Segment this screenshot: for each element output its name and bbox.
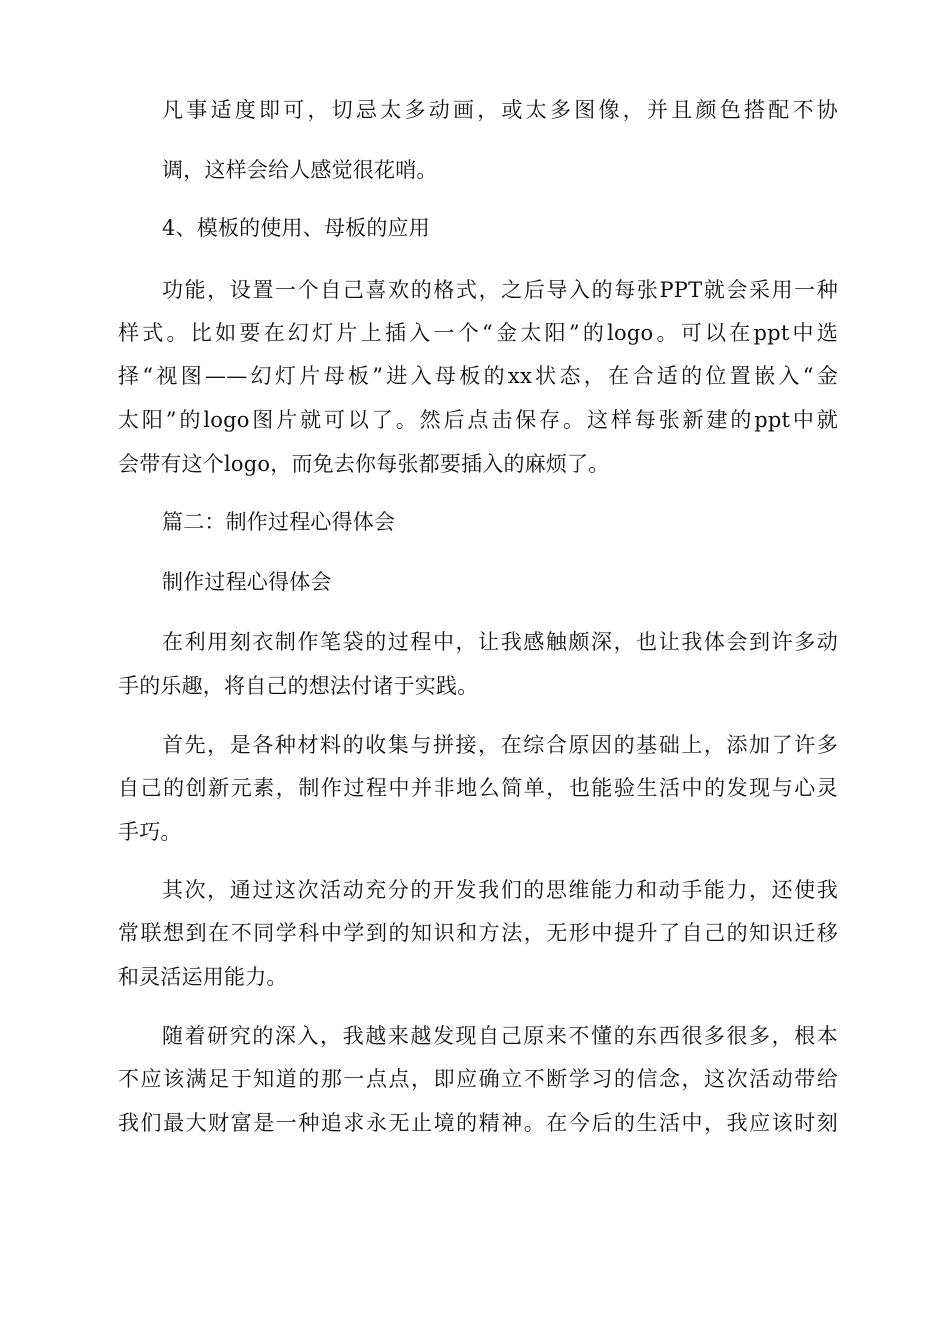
paragraph-line: 功能，设置一个自己喜欢的格式，之后导入的每张PPT就会采用一种 <box>162 278 838 302</box>
paragraph-line: 不应该满足于知道的那一点点，即应确立不断学习的信念，这次活动带给 <box>118 1067 838 1091</box>
paragraph-line: 调，这样会给人感觉很花哨。 <box>162 158 438 182</box>
paragraph-line: 凡事适度即可，切忌太多动画，或太多图像，并且颜色搭配不协 <box>162 98 838 122</box>
paragraph-line: 会带有这个logo，而免去你每张都要插入的麻烦了。 <box>118 452 610 476</box>
chapter-heading: 篇二：制作过程心得体会 <box>162 510 396 534</box>
paragraph-line: 常联想到在不同学科中学到的知识和方法，无形中提升了自己的知识迁移 <box>118 921 838 945</box>
paragraph-line: 自己的创新元素，制作过程中并非地么简单，也能验生活中的发现与心灵 <box>118 776 838 800</box>
section-heading: 4、模板的使用、母板的应用 <box>162 216 430 240</box>
paragraph-line: 随着研究的深入，我越来越发现自己原来不懂的东西很多很多，根本 <box>162 1024 838 1048</box>
paragraph-line: 在利用刻衣制作笔袋的过程中，让我感触颇深，也让我体会到许多动 <box>162 630 838 654</box>
document-title: 制作过程心得体会 <box>162 570 332 594</box>
paragraph-line: 首先，是各种材料的收集与拼接，在综合原因的基础上，添加了许多 <box>162 733 838 757</box>
paragraph-line: 择“视图——幻灯片母板”进入母板的xx状态，在合适的位置嵌入“金 <box>118 364 838 388</box>
paragraph-line: 太阳”的logo图片就可以了。然后点击保存。这样每张新建的ppt中就 <box>118 408 838 432</box>
paragraph-line: 和灵活运用能力。 <box>118 965 288 989</box>
paragraph-line: 其次，通过这次活动充分的开发我们的思维能力和动手能力，还使我 <box>162 878 838 902</box>
paragraph-line: 手巧。 <box>118 820 182 844</box>
paragraph-line: 手的乐趣，将自己的想法付诸于实践。 <box>118 674 479 698</box>
paragraph-line: 我们最大财富是一种追求永无止境的精神。在今后的生活中，我应该时刻 <box>118 1111 838 1135</box>
paragraph-line: 样式。比如要在幻灯片上插入一个“金太阳”的logo。可以在ppt中选 <box>118 321 838 345</box>
